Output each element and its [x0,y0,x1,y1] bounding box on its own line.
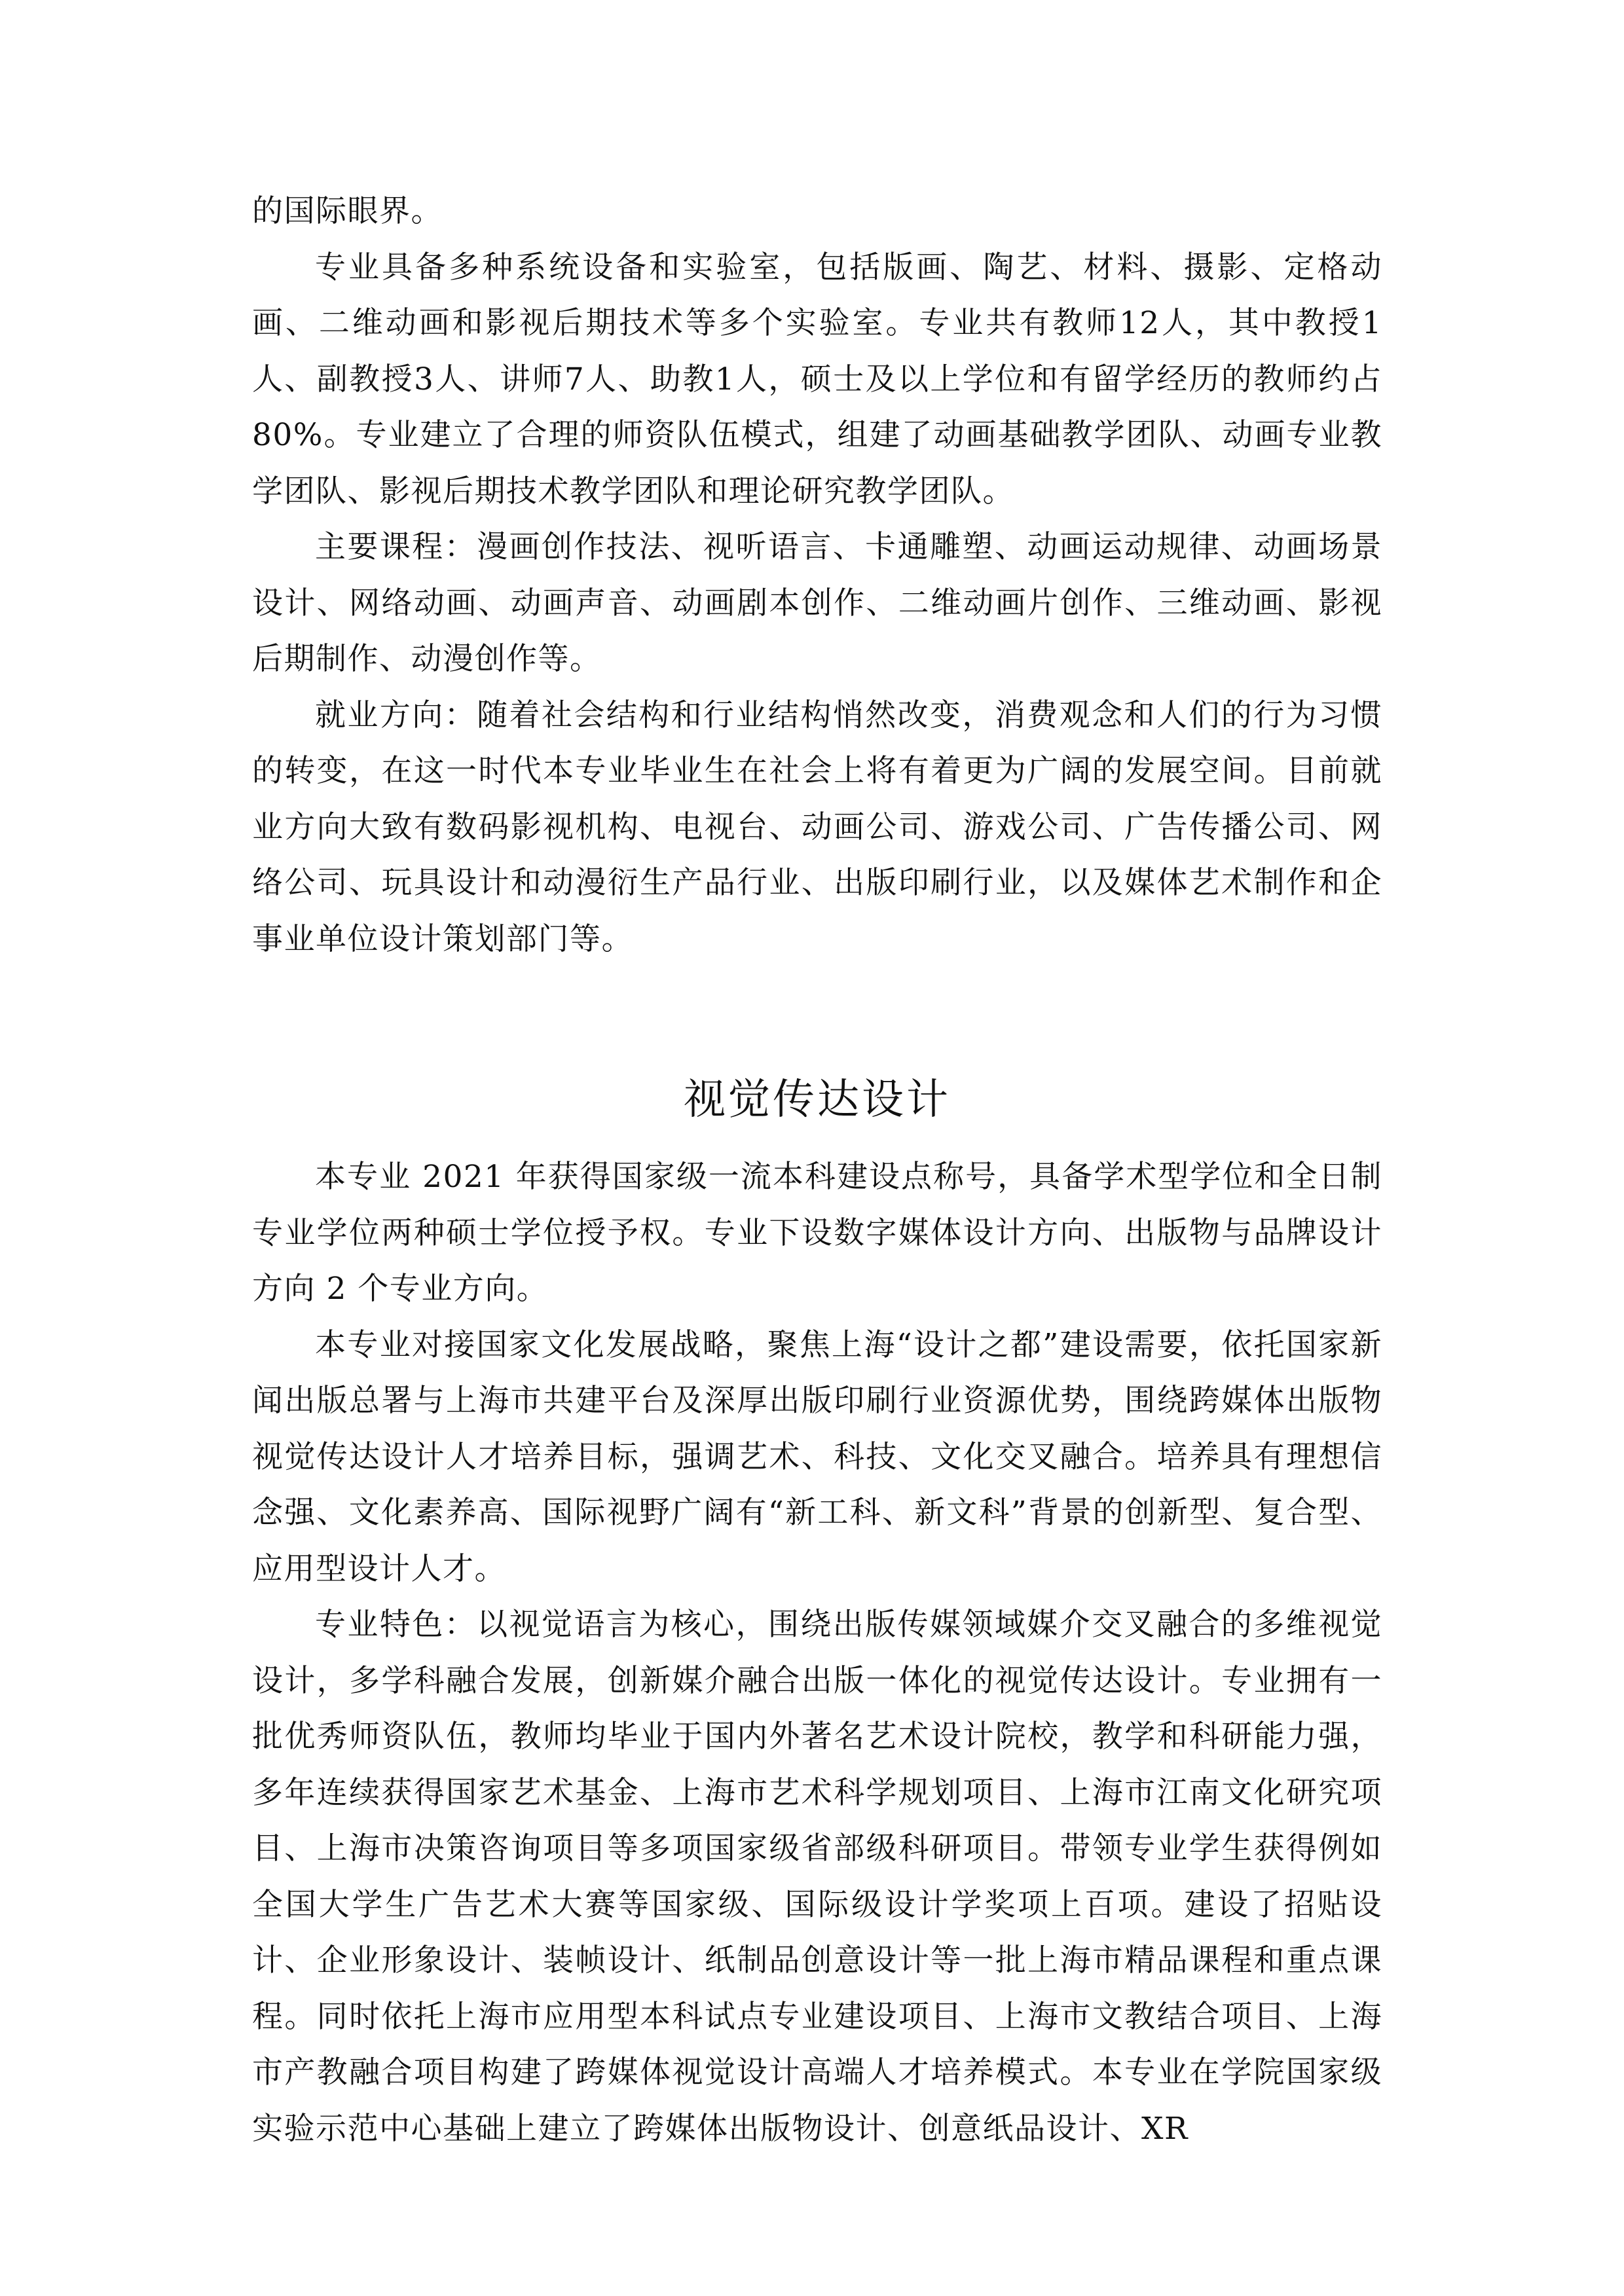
visual-strategy-paragraph: 本专业对接国家文化发展战略，聚焦上海“设计之都”建设需要，依托国家新闻出版总署与上海市共建平台及深厚出版印刷行业资源优势，围绕跨媒体出版物视觉传达设计人才培养目标，强调艺术、科技、文化交叉融合。培养具有理想信念强、文化素养高、国际视野广阔有“新工科、新文科”背景的创新型、复合型、应用型设计人才。 [252,1326,1382,1587]
visual-features-paragraph: 专业特色：以视觉语言为核心，围绕出版传媒领域媒介交叉融合的多维视觉设计，多学科融合发展，创新媒介融合出版一体化的视觉传达设计。专业拥有一批优秀师资队伍，教师均毕业于国内外著名艺术设计院校，教学和科研能力强，多年连续获得国家艺术基金、上海市艺术科学规划项目、上海市江南文化研究项目、上海市决策咨询项目等多项国家级省部级科研项目。带领专业学生获得例如全国大学生广告艺术大赛等国家级、国际级设计学奖项上百项。建设了招贴设计、企业形象设计、装帧设计、纸制品创意设计等一批上海市精品课程和重点课程。同时依托上海市应用型本科试点专业建设项目、上海市文教结合项目、上海市产教融合项目构建了跨媒体视觉设计高端人才培养模式。本专业在学院国家级实验示范中心基础上建立了跨媒体出版物设计、创意纸品设计、XR [252,1607,1382,2147]
animation-careers-paragraph: 就业方向：随着社会结构和行业结构悄然改变，消费观念和人们的行为习惯的转变，在这一时代本专业毕业生在社会上将有着更为广阔的发展空间。目前就业方向大致有数码影视机构、电视台、动画公司、游戏公司、广告传播公司、网络公司、玩具设计和动漫衍生产品行业、出版印刷行业，以及媒体艺术制作和企事业单位设计策划部门等。 [252,697,1382,957]
section-title-visual-communication: 视觉传达设计 [684,1076,951,1124]
animation-facilities-paragraph: 专业具备多种系统设备和实验室，包括版画、陶艺、材料、摄影、定格动画、二维动画和影视后期技术等多个实验室。专业共有教师12人，其中教授1人、副教授3人、讲师7人、助教1人，硕士及以上学位和有留学经历的教师约占80%。专业建立了合理的师资队伍模式，组建了动画基础教学团队、动画专业教学团队、影视后期技术教学团队和理论研究教学团队。 [252,249,1382,509]
page-body [252,183,1382,2157]
animation-courses-paragraph: 主要课程：漫画创作技法、视听语言、卡通雕塑、动画运动规律、动画场景设计、网络动画、动画声音、动画剧本创作、二维动画片创作、三维动画、影视后期制作、动漫创作等。 [252,529,1382,677]
visual-overview-paragraph: 本专业 2021 年获得国家级一流本科建设点称号，具备学术型学位和全日制专业学位两种硕士学位授予权。专业下设数字媒体设计方向、出版物与品牌设计方向 2 个专业方向。 [252,1159,1382,1307]
intro-tail-text: 的国际眼界。 [252,193,443,229]
